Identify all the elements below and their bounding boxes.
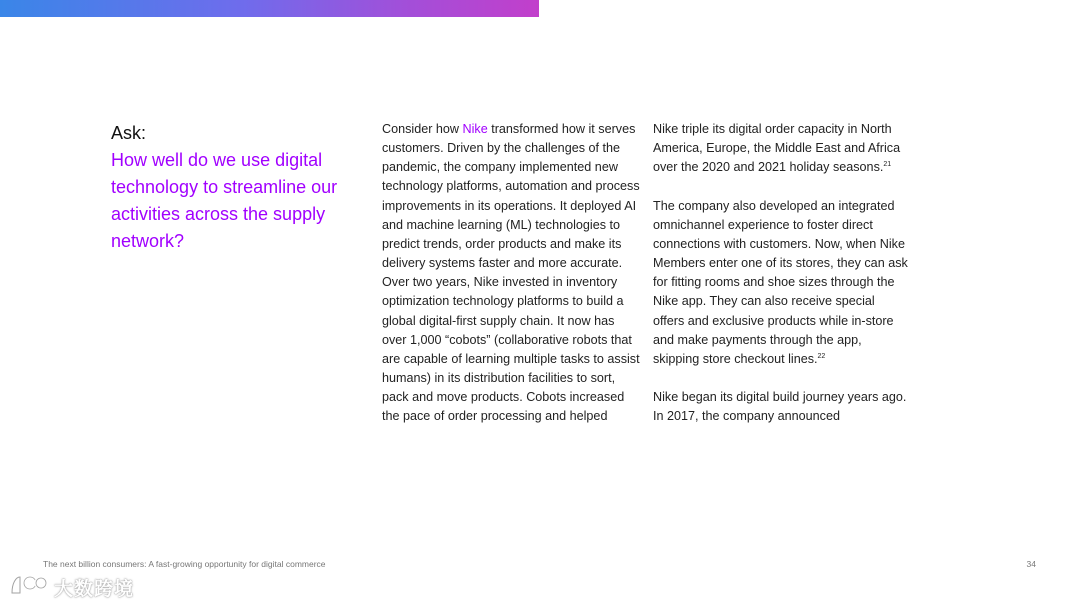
footnote-ref: 22 [817,352,826,360]
header-gradient-bar [0,0,539,17]
text-run: Nike triple its digital order capacity in North America, Europe, the Middle East and Africa over the 2020 and 2021 holiday seasons. [653,122,901,175]
page-number: 34 [1026,559,1036,569]
watermark [8,572,134,602]
text-run: The company also developed an integrated omnichannel experience to foster direct connections with customers. Now, when Nike Members enter one of its stores, they can ask for fitting rooms and shoe sizes through the Nike app. They can also receive special offers and exclusive products while in-store and make payments through the app, skipping store checkout lines. [653,198,908,366]
ask-label: Ask: [111,123,147,143]
ask-block [111,120,361,255]
text-run: Nike began its digital build journey years ago. In 2017, the company announced [653,390,907,424]
footer-title: The next billion consumers: A fast-growing opportunity for digital commerce [43,559,326,569]
paragraph [653,388,909,426]
body-column-2 [653,120,909,426]
text-run: Consider how [382,122,463,136]
footnote-ref: 21 [883,161,892,169]
body-column-1 [382,120,640,427]
text-run: transformed how it serves customers. Driven by the challenges of the pandemic, the company implemented new technology platforms, automation and process improvements in its operations. It deployed AI and machine learning (ML) technologies to predict trends, order products and make its delivery systems faster and more accurate. Over two years, Nike invested in inventory optimization technology platforms to build a global digital-first supply chain. It now has over 1,000 “cobots” (collaborative robots that are capable of learning multiple tasks to assist humans) in its distribution facilities to sort, pack and move products. Cobots increased the pace of order processing and helped [382,122,640,424]
watermark-text: 大数跨境 [54,577,135,600]
ask-question: How well do we use digital technology to streamline our activities across the supply network? [111,150,338,251]
paragraph [653,197,909,369]
paragraph [382,120,640,427]
nike-highlight: Nike [462,122,488,136]
paragraph [653,120,909,177]
brand-logo-icon [8,573,48,601]
